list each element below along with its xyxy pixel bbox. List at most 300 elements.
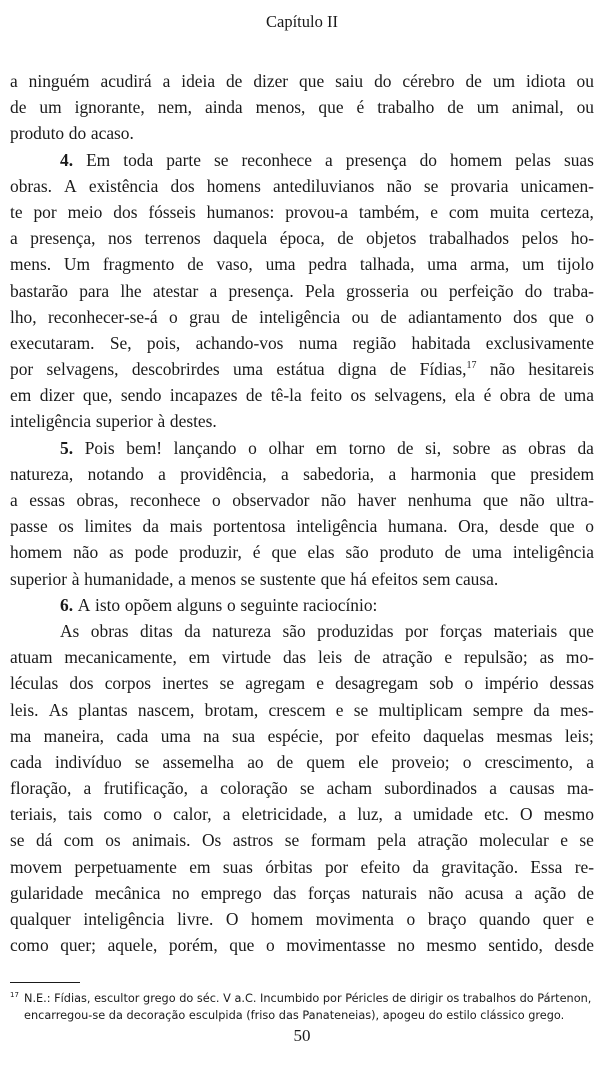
word: mecanicamente, <box>64 647 177 668</box>
word: provou-a <box>285 201 348 222</box>
text-line <box>10 513 594 539</box>
word: tais <box>68 804 93 825</box>
word: reconhecer-se-á <box>47 306 158 327</box>
word: trabalhados <box>428 228 510 249</box>
word: um <box>476 97 499 118</box>
word: no <box>397 935 415 956</box>
word: proveio; <box>391 751 450 772</box>
word: sustente <box>259 568 316 589</box>
word: pois, <box>146 332 181 353</box>
word: assemelha <box>162 751 235 772</box>
word: presença, <box>30 228 96 249</box>
word: homem <box>10 542 63 563</box>
word: pelos <box>521 228 559 249</box>
word: de <box>577 882 594 903</box>
word: de <box>187 254 204 275</box>
word: o <box>248 437 257 458</box>
word: é <box>356 97 365 118</box>
word: superior <box>95 411 153 432</box>
word: subordinados <box>384 778 478 799</box>
word: ou <box>351 306 369 327</box>
word: Um <box>63 254 91 275</box>
word: no <box>172 882 190 903</box>
word: de <box>397 437 414 458</box>
word: leis <box>318 647 343 668</box>
word: nascem, <box>137 699 195 720</box>
word: não <box>73 542 99 563</box>
footnote-text <box>10 990 600 1024</box>
word: presença <box>345 149 407 170</box>
word: acaso. <box>90 123 134 144</box>
word: de <box>465 71 482 91</box>
text-line <box>10 697 594 723</box>
word: movimentasse <box>286 935 386 956</box>
word: pedra <box>308 254 348 275</box>
word: inteligência <box>296 516 378 537</box>
word: quem <box>306 751 346 772</box>
word: idiota <box>526 71 566 91</box>
word: se <box>134 751 150 772</box>
word: qualquer <box>10 909 71 929</box>
word: A <box>77 594 91 615</box>
text-line <box>10 120 594 146</box>
word: animais. <box>132 830 191 851</box>
word: 5. <box>60 437 74 458</box>
word: o <box>464 673 474 694</box>
word: re- <box>574 856 594 877</box>
word: com <box>63 830 94 851</box>
word: natureza, <box>10 463 74 484</box>
word: pode <box>134 542 169 563</box>
word: ma <box>10 725 32 746</box>
word: são <box>345 542 369 563</box>
word: mais <box>169 516 203 537</box>
word: unicamen- <box>520 175 594 196</box>
word: se <box>299 778 315 799</box>
word: ignorante, <box>74 97 145 118</box>
word: que <box>549 516 575 537</box>
word: na <box>203 725 220 746</box>
word: mesmo <box>543 804 594 825</box>
text-line <box>10 304 594 330</box>
text-line <box>10 147 594 173</box>
footnote-number: 17 <box>10 991 19 999</box>
word: leis. <box>10 699 39 720</box>
word: luz, <box>357 804 383 825</box>
text-line <box>10 68 594 94</box>
word: Essa <box>530 856 563 877</box>
word: acusa <box>464 882 504 903</box>
word: saiu <box>335 71 364 91</box>
word: o <box>212 490 221 510</box>
word: providência, <box>180 463 267 484</box>
word: produto <box>379 542 434 563</box>
word: naturais <box>361 882 417 903</box>
word: grosseria <box>346 280 409 301</box>
word: tijolo <box>557 254 594 275</box>
text-line <box>10 566 594 592</box>
word: produzir, <box>179 542 242 563</box>
word: da <box>412 856 429 877</box>
word: muita <box>489 201 530 222</box>
word: ou <box>576 71 594 91</box>
word: é <box>483 385 492 406</box>
word: império <box>484 673 539 694</box>
word: coloração <box>220 778 288 799</box>
word: tê-la <box>270 385 302 406</box>
word: uma <box>160 725 191 746</box>
word: plantas <box>78 699 128 720</box>
word: exclusivamente <box>485 332 594 353</box>
word: menos, <box>255 97 306 118</box>
word: grau <box>189 306 220 327</box>
word: da <box>577 437 594 458</box>
text-line <box>10 539 594 565</box>
word: te <box>10 201 23 222</box>
word: se <box>353 699 369 720</box>
word: de <box>539 385 556 406</box>
word: que <box>229 935 255 956</box>
word: toda <box>123 149 154 170</box>
word: o <box>169 306 178 327</box>
word: frutificação, <box>103 778 188 799</box>
word: ao <box>247 751 264 772</box>
word: antediluvianos <box>273 175 375 196</box>
word: harmonia <box>410 463 477 484</box>
word: Se, <box>109 332 132 353</box>
word: inteligência <box>259 306 341 327</box>
word: o <box>265 935 275 956</box>
text-line <box>10 225 594 251</box>
word: descobrirdes <box>131 359 220 380</box>
footnote-line: N.E.: Fídias, escultor grego do séc. V a.C. Incumbido por Péricles de dirigir os trabalhos do Pártenon, <box>24 992 592 1005</box>
word: a <box>515 882 523 903</box>
word: as <box>539 647 555 668</box>
word: terrenos <box>144 228 201 249</box>
word: ou <box>420 280 438 301</box>
word: causas <box>509 778 555 799</box>
word: executaram. <box>10 332 95 353</box>
text-line <box>10 356 594 382</box>
word: ma- <box>566 778 594 799</box>
word: digna <box>337 359 377 380</box>
word: a <box>281 463 289 484</box>
word: inteligência <box>512 542 594 563</box>
word: a <box>586 751 594 772</box>
word: sobre <box>452 437 491 458</box>
word: de <box>245 385 263 406</box>
word: obras <box>90 620 129 641</box>
word: se <box>213 149 229 170</box>
word: virtude <box>221 647 272 668</box>
word: quer <box>542 909 574 929</box>
word: formam <box>310 830 366 851</box>
footnote <box>10 990 600 1024</box>
word: homem <box>251 909 304 929</box>
word: por <box>324 856 349 877</box>
word: parte <box>166 149 201 170</box>
word: porém, <box>168 935 218 956</box>
word: um <box>39 97 62 118</box>
word: selvagens, <box>46 359 119 380</box>
word: efeito <box>360 856 401 877</box>
word: por <box>335 725 359 746</box>
word: aquele, <box>107 935 158 956</box>
word: não <box>428 882 454 903</box>
word: não <box>519 490 545 510</box>
word: Pois <box>84 437 115 458</box>
word: ditas <box>139 620 173 641</box>
word: cada <box>10 751 42 772</box>
word: a <box>325 149 333 170</box>
word: o <box>585 306 594 327</box>
running-header: Capítulo II <box>266 12 338 31</box>
word: que <box>299 71 325 91</box>
word: não <box>320 490 347 510</box>
text-line <box>10 461 594 487</box>
word: se <box>284 830 300 851</box>
word: cérebro <box>402 71 455 91</box>
word: ninguém <box>28 71 90 91</box>
word: suas <box>563 149 594 170</box>
word: que, <box>82 385 113 406</box>
word: agregam <box>245 673 306 694</box>
word: e <box>586 909 594 929</box>
word: uma <box>427 254 458 275</box>
word: não <box>489 359 515 380</box>
word: selvagens, <box>374 385 447 406</box>
word: materiais <box>493 620 558 641</box>
word: ultra- <box>556 490 594 510</box>
text-line <box>10 854 594 880</box>
word: como <box>10 935 49 956</box>
word: bastarão <box>10 280 68 301</box>
word: habitada <box>411 332 471 353</box>
word: mo- <box>565 647 594 668</box>
word: obras <box>528 437 566 458</box>
word: incapazes <box>169 385 238 406</box>
text-line <box>10 670 594 696</box>
word: que <box>568 620 594 641</box>
word: inertes <box>162 673 209 694</box>
word: produto <box>10 123 65 144</box>
word: 6. <box>60 594 74 615</box>
word: dos <box>69 673 94 694</box>
word: dá <box>35 830 53 851</box>
word: nos <box>107 228 133 249</box>
word: léculas <box>10 673 59 694</box>
word: perfeição <box>448 280 514 301</box>
word: numa <box>298 332 338 353</box>
word: lhe <box>120 280 142 301</box>
word: multiplicam <box>378 699 463 720</box>
word: e <box>430 201 438 222</box>
word: não <box>386 175 412 196</box>
word: de <box>231 306 248 327</box>
word: braço <box>427 909 467 929</box>
word: mecânica <box>94 882 161 903</box>
word: existência <box>88 175 159 196</box>
word: emprego <box>200 882 262 903</box>
word: crescem <box>268 699 326 720</box>
word: brotam, <box>204 699 259 720</box>
word: que <box>490 463 516 484</box>
text-line <box>10 592 594 618</box>
text-line <box>10 801 594 827</box>
word: essas <box>29 490 65 510</box>
word: pela <box>377 830 407 851</box>
text-line <box>10 723 594 749</box>
word: estátua <box>276 359 325 380</box>
word: desde <box>554 935 594 956</box>
word: produzidas <box>317 620 394 641</box>
text-line <box>10 173 594 199</box>
word: molecular <box>479 830 549 851</box>
word: movimenta <box>315 909 394 929</box>
word: a <box>388 463 397 484</box>
word: acudirá <box>100 71 152 91</box>
word: destes. <box>169 411 217 432</box>
word: efeitos <box>371 568 418 589</box>
word: mesmas <box>496 725 553 746</box>
word: mens. <box>10 254 52 275</box>
word: reconhece <box>130 490 201 510</box>
word: corpos <box>104 673 152 694</box>
word: e <box>560 830 568 851</box>
word: sob <box>429 673 454 694</box>
word: época, <box>279 228 325 249</box>
word: humana. <box>388 516 448 537</box>
word: o <box>462 751 472 772</box>
word: os <box>105 830 121 851</box>
word: arma, <box>470 254 510 275</box>
word: desde <box>499 516 539 537</box>
word: das <box>273 882 297 903</box>
word: em <box>188 647 210 668</box>
word: são <box>282 620 306 641</box>
word: dos <box>513 306 538 327</box>
word: se <box>240 568 256 589</box>
word: fósseis <box>148 201 196 222</box>
word: indivíduo <box>55 751 122 772</box>
word: cada <box>116 725 149 746</box>
word: como <box>103 804 143 825</box>
word: a <box>338 804 347 825</box>
word: sua <box>231 725 256 746</box>
word: de <box>354 647 371 668</box>
word: é <box>252 542 261 563</box>
word: superior <box>10 568 67 589</box>
word: certeza, <box>540 201 594 222</box>
word: com <box>448 201 479 222</box>
word: se <box>423 175 439 196</box>
word: que <box>271 542 297 563</box>
word: em <box>10 385 32 406</box>
word: Pela <box>304 280 335 301</box>
text-line <box>10 408 594 434</box>
word: a <box>10 228 18 249</box>
word: obras, <box>76 490 119 510</box>
word: ideia <box>181 71 216 91</box>
word: dos <box>113 201 138 222</box>
word: a <box>209 280 218 301</box>
word: bem! <box>126 437 163 458</box>
word: ação <box>534 882 567 903</box>
word: leis; <box>564 725 594 746</box>
text-line <box>10 775 594 801</box>
word: passe <box>10 516 48 537</box>
word: atração <box>382 647 433 668</box>
word: livre. <box>177 909 214 929</box>
word: eletricidade, <box>241 804 328 825</box>
word: uma <box>563 385 594 406</box>
text-line <box>10 932 594 958</box>
word: de <box>380 306 397 327</box>
word: isto <box>94 594 121 615</box>
word: atestar <box>152 280 199 301</box>
word: quer; <box>60 935 96 956</box>
text-line <box>10 199 594 225</box>
word: floração, <box>10 778 72 799</box>
word: provaria <box>450 175 509 196</box>
page-number: 50 <box>293 1026 311 1045</box>
text-line <box>10 827 594 853</box>
word: ou <box>576 97 594 118</box>
word: ela <box>454 385 476 406</box>
word: As <box>48 699 69 720</box>
word: inteligência <box>10 411 92 432</box>
text-line <box>10 278 594 304</box>
word: sempre <box>472 699 524 720</box>
word: daquela <box>213 228 268 249</box>
word: raciocínio: <box>302 594 378 615</box>
word: pelas <box>515 149 551 170</box>
word: movem <box>10 856 63 877</box>
word: forças <box>307 882 351 903</box>
word: da <box>184 620 201 641</box>
word: hesitareis <box>528 359 594 380</box>
word: órbitas <box>265 856 313 877</box>
word: de <box>225 71 243 91</box>
word: si, <box>425 437 442 458</box>
word: limites <box>84 516 132 537</box>
word: opõem <box>124 594 173 615</box>
word: e <box>335 699 344 720</box>
word: os <box>58 516 74 537</box>
word: umidade <box>413 804 473 825</box>
word: dizer <box>253 71 289 91</box>
text-line <box>10 94 594 120</box>
text-line <box>10 618 594 644</box>
word: por <box>33 201 57 222</box>
text-line <box>10 749 594 775</box>
word: a <box>10 490 18 510</box>
word: os <box>350 385 366 406</box>
word: Fídias,$^{17}$ <box>419 359 477 380</box>
word: um <box>522 254 545 275</box>
word: 4. <box>60 149 74 170</box>
word: mesmo <box>426 935 477 956</box>
word: ainda <box>204 97 243 118</box>
word: atuam <box>10 647 53 668</box>
word: Ora, <box>458 516 489 537</box>
text-line <box>10 251 594 277</box>
word: há <box>350 568 367 589</box>
word: a <box>178 568 186 589</box>
word: do <box>68 123 87 144</box>
word: se <box>219 673 235 694</box>
word: homem <box>450 149 503 170</box>
